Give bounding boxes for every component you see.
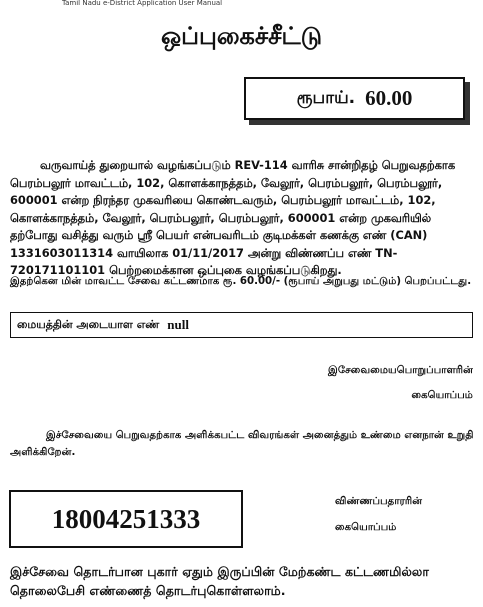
center-id-box	[10, 312, 473, 338]
center-id-label: மையத்தின் அடையாள எண்	[17, 317, 160, 331]
applicant-signature-title: விண்ணப்பதாரரின்	[335, 496, 423, 507]
center-id-value: null	[167, 317, 189, 332]
applicant-signature-label: கையொப்பம்	[335, 522, 397, 533]
amount-box	[244, 77, 465, 120]
helpline-number: 18004251333	[9, 490, 243, 548]
declaration-paragraph: இச்சேவையை பெறுவதற்காக அளிக்கபட்ட விவரங்கள் அனைத்தும் உண்மை எனநான் உறுதி அளிக்கிறேன்.	[10, 430, 474, 458]
provider-signature-title: இசேவைமையபொறுப்பாளரின்	[328, 365, 473, 376]
manual-caption: Tamil Nadu e-District Application User Manual	[62, 0, 223, 7]
acknowledgement-paragraph: வருவாய்த் துறையால் வழங்கப்படும் REV-114 வாரிசு சான்றிதழ் பெறுவதற்காக பெரம்பலூர் மாவட்டம், 102, கொளக்காநத்தம், வேலூர், பெரம்பலூர், பெரம்பலூர், 600001 என்ற நிரந்தர முகவரியை கொண்டவரும், பெரம்பலூர் மாவட்டம், 102, கொளக்காநத்தம், வேலூர், பெரம்பலூர், பெரம்பலூர், 600001 என்ற முகவரியில் தற்போது வசித்து வரும் ஸ்ரீ பெயர் என்பவரிடம் குடிமக்கள் கணக்கு எண் (CAN) 1331603011314 வாயிலாக 01/11/2017 அன்று விண்ணப்ப எண் TN-720171101101 பெற்றமைக்கான ஒப்புகை வழங்கப்படுகிறது.	[10, 158, 456, 277]
complaint-footer: இச்சேவை தொடர்பான புகார் ஏதும் இருப்பின் மேற்கண்ட கட்டணமில்லா தொலைபேசி எண்ணைத் தொடர்புகொள்ளலாம்.	[10, 564, 429, 598]
provider-signature-label: கையொப்பம்	[411, 390, 473, 401]
page-title: ஒப்புகைச்சீட்டு	[161, 22, 322, 50]
amount-label: ரூபாய்.	[296, 87, 356, 108]
amount-value: 60.00	[365, 86, 413, 110]
fee-paragraph: இதற்கென மின் மாவட்ட சேவை கட்டணமாக ரூ. 60.00/- (ரூபாய் அறுபது மட்டும்) பெறப்பட்டது.	[10, 276, 472, 287]
